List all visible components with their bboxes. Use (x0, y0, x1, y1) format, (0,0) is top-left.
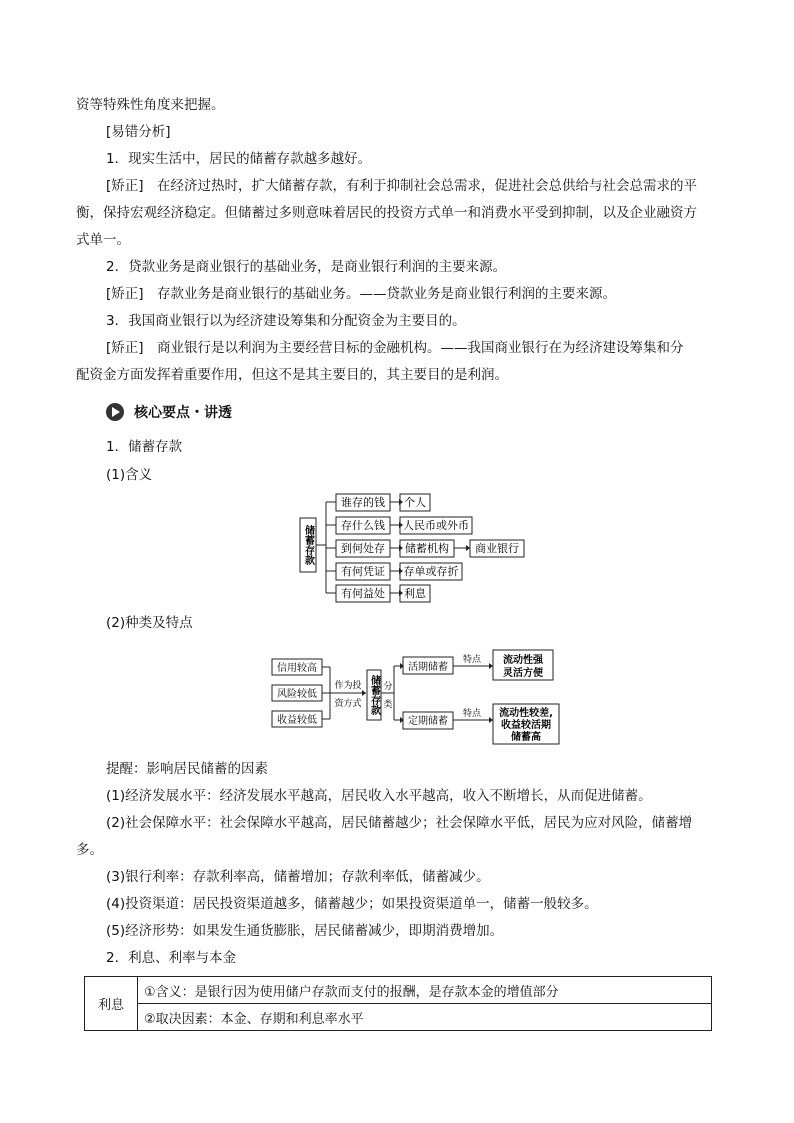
error-item-2: 2．贷款业务是商业银行的基础业务，是商业银行利润的主要来源。 (106, 259, 507, 275)
error-item-1-correction-cont: 式单一。 (76, 232, 130, 248)
reminder-item-3: (3)银行利率：存款利率高，储蓄增加；存款利率低，储蓄减少。 (106, 869, 490, 885)
table-row (85, 977, 712, 1004)
diagram2-trait: 储蓄高 (511, 732, 541, 743)
diagram2-arrow-label: 特点 (462, 709, 482, 719)
diagram2-left-item: 风险较低 (277, 689, 317, 700)
table-cell: ①含义：是银行因为使用储户存款而支付的报酬，是存款本金的增值部分 (138, 977, 712, 1004)
reminder-item-4: (4)投资渠道：居民投资渠道越多，储蓄越少；如果投资渠道单一，储蓄一般较多。 (106, 896, 598, 912)
diagram2-trait: 灵活方便 (503, 668, 543, 679)
savings-meaning-diagram (298, 490, 558, 610)
diagram2-split-label: 分 (383, 682, 393, 692)
diagram1-answer: 个人 (404, 496, 426, 509)
diagram2-left-item: 信用较高 (277, 663, 317, 674)
reminder-title: 提醒：影响居民储蓄的因素 (106, 761, 268, 777)
table-row (85, 1004, 712, 1031)
diagram1-question: 有何凭证 (341, 565, 385, 578)
diagram2-center: 储蓄存款 (368, 675, 380, 715)
diagram2-left-item: 收益较低 (277, 715, 317, 726)
reminder-item-2: (2)社会保障水平：社会保障水平越高，居民储蓄越少；社会保障水平低，居民为应对风险，储蓄增 (106, 815, 693, 831)
diagram2-trait: 收益较活期 (501, 720, 551, 731)
diagram2-trait: 流动性较差, (499, 708, 553, 719)
diagram2-arrow-label: 特点 (462, 655, 482, 665)
error-item-1-correction: [矫正] 在经济过热时，扩大储蓄存款，有利于抑制社会总需求，促进社会总供给与社会总需求的平 (106, 178, 698, 194)
diagram1-question: 存什么钱 (341, 519, 385, 532)
error-item-2-correction: [矫正] 存款业务是商业银行的基础业务。——贷款业务是商业银行利润的主要来源。 (106, 286, 617, 302)
diagram2-trait: 流动性强 (503, 655, 543, 666)
reminder-item-1: (1)经济发展水平：经济发展水平越高，居民收入水平越高，收入不断增长，从而促进储蓄。 (106, 788, 652, 804)
diagram1-extra: 商业银行 (475, 542, 519, 555)
error-item-3-correction-cont: 配资金方面发挥着重要作用，但这不是其主要目的，其主要目的是利润。 (76, 367, 508, 383)
diagram1-answer: 存单或存折 (403, 565, 459, 578)
table-head-cell: 利息 (85, 977, 138, 1031)
subsection-savings: 1．储蓄存款 (106, 439, 183, 455)
subsection-interest: 2．利息、利率与本金 (106, 950, 237, 966)
reminder-item-2-cont: 多。 (76, 842, 103, 858)
table-cell: ②取决因素：本金、存期和利息率水平 (138, 1004, 712, 1031)
diagram2-type: 定期储蓄 (408, 716, 448, 727)
section-heading (106, 402, 232, 422)
subsection-meaning: (1)含义 (106, 467, 153, 483)
error-item-3: 3．我国商业银行以为经济建设筹集和分配资金为主要目的。 (106, 313, 466, 329)
interest-table (84, 976, 712, 1031)
diagram1-answer: 储蓄机构 (405, 542, 449, 555)
error-item-3-correction: [矫正] 商业银行是以利润为主要经营目标的金融机构。——我国商业银行在为经济建设筹集和分 (106, 340, 684, 356)
diagram1-answer: 利息 (404, 587, 426, 600)
diagram2-split-label: 类 (383, 700, 393, 710)
diagram2-connector-label: 资方式 (334, 699, 362, 709)
diagram2-type: 活期储蓄 (408, 662, 448, 673)
diagram1-question: 谁存的钱 (341, 496, 385, 509)
savings-types-diagram (268, 646, 568, 746)
reminder-item-5: (5)经济形势：如果发生通货膨胀，居民储蓄减少，即期消费增加。 (106, 923, 504, 939)
diagram1-question: 到何处存 (341, 542, 385, 555)
intro-tail: 资等特殊性角度来把握。 (76, 97, 225, 113)
error-item-1-correction-cont: 衡，保持宏观经济稳定。但储蓄过多则意味着居民的投资方式单一和消费水平受到抑制，以及企业融资方 (76, 205, 697, 221)
subsection-types: (2)种类及特点 (106, 615, 193, 631)
diagram1-answer: 人民币或外币 (403, 519, 469, 532)
section-title: 核心要点・讲透 (134, 405, 232, 421)
diagram1-root: 储蓄存款 (302, 525, 314, 565)
diagram2-connector-label: 作为投 (334, 681, 362, 691)
diagram1-question: 有何益处 (341, 587, 385, 600)
error-item-1: 1．现实生活中，居民的储蓄存款越多越好。 (106, 151, 372, 167)
play-circle-icon (106, 403, 124, 421)
error-analysis-label: [易错分析] (106, 124, 171, 140)
